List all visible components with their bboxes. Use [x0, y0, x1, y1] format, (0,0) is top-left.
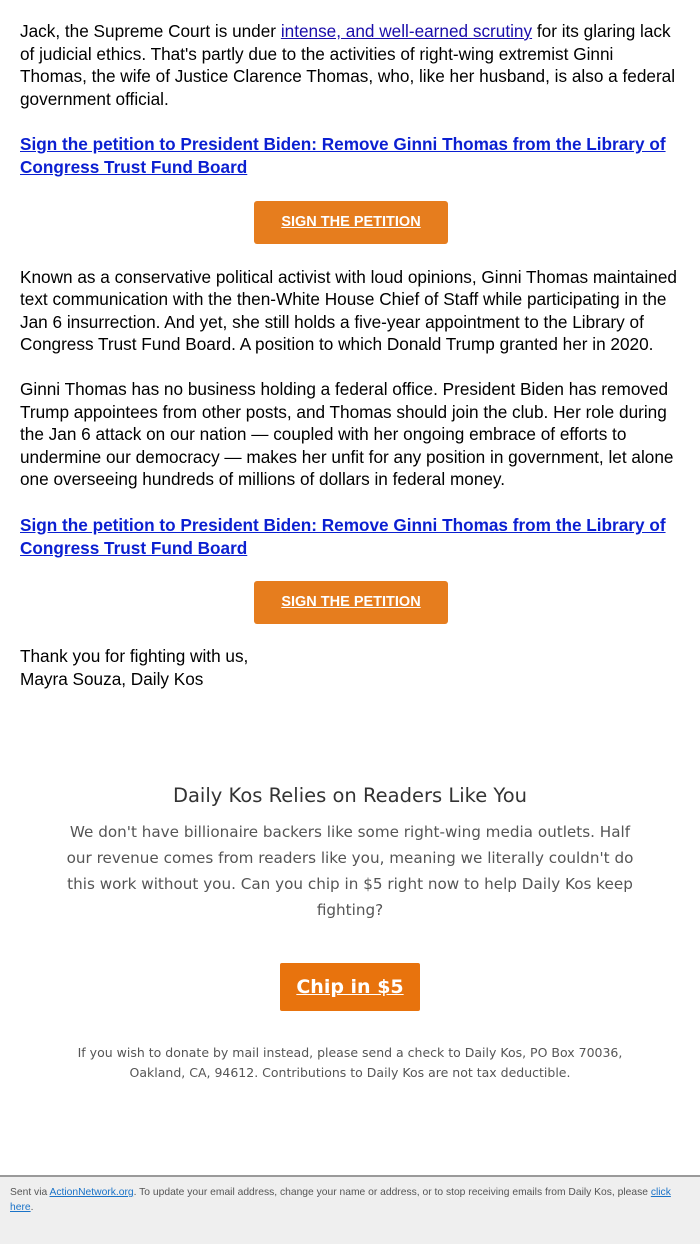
intro-paragraph — [20, 20, 682, 110]
mail-donation-note: If you wish to donate by mail instead, please send a check to Daily Kos, PO Box 70036, Oakland, CA, 94612. Contributions to Daily Kos are not tax deductible. — [77, 1045, 623, 1080]
petition-link-bottom[interactable]: Sign the petition to President Biden: Remove Ginni Thomas from the Library of Congress Trust Fund Board — [20, 514, 666, 558]
footer-end: . — [30, 1201, 34, 1213]
click-here-link[interactable]: click here — [10, 1187, 671, 1213]
signoff-thanks: Thank you for fighting with us, — [20, 646, 249, 667]
petition-link-top[interactable]: Sign the petition to President Biden: Remove Ginni Thomas from the Library of Congress Trust Fund Board — [20, 134, 666, 177]
footer-middle: . To update your email address, change your name or address, or to stop receiving emails from Daily Kos, please — [133, 1187, 651, 1198]
paragraph-federal-office: Ginni Thomas has no business holding a federal office. President Biden has removed Trump appointees from other posts, and Thomas should join the club. Her role during the Jan 6 attack on our nation — coupled with her ongoing embrace of efforts to undermine our democracy — makes her unfit for any position in government, let alone one overseeing hundreds of millions of dollars in federal money. — [20, 378, 674, 490]
signoff — [20, 645, 682, 690]
email-body — [20, 20, 682, 690]
sign-petition-button-bottom[interactable]: SIGN THE PETITION — [254, 581, 448, 624]
scrutiny-link[interactable]: intense, and well-earned scrutiny — [280, 21, 533, 41]
paragraph-insurrection: Known as a conservative political activist with loud opinions, Ginni Thomas maintained text communication with the then-White House Chief of Staff while participating in the Jan 6 insurrection. And yet, she still holds a five-year appointment to the Library of Congress Trust Fund Board. A position to which Donald Trump granted her in 2020. — [20, 266, 677, 355]
footer — [0, 1175, 700, 1244]
intro-text-start: Jack, the Supreme Court is under — [20, 21, 281, 41]
footer-text — [0, 1177, 700, 1215]
intro-text-end: for its glaring lack of judicial ethics. That's partly due to the activities of right-wing extremist Ginni Thomas, the wife of Justice Clarence Thomas, who, like her husband, is also a federal government official. — [20, 21, 676, 109]
action-network-link[interactable]: ActionNetwork.org — [49, 1187, 134, 1198]
sign-petition-button-top[interactable]: SIGN THE PETITION — [254, 201, 448, 244]
donate-heading: Daily Kos Relies on Readers Like You — [172, 784, 528, 807]
chip-in-button[interactable]: Chip in $5 — [280, 963, 420, 1011]
signoff-name: Mayra Souza, Daily Kos — [20, 668, 204, 689]
donate-section — [0, 784, 700, 1083]
footer-sent-via: Sent via — [10, 1187, 50, 1198]
donate-appeal: We don't have billionaire backers like some right-wing media outlets. Half our revenue comes from readers like you, meaning we literally couldn't do this work without you. Can you chip in $5 right now to help Daily Kos keep fighting? — [66, 823, 634, 919]
